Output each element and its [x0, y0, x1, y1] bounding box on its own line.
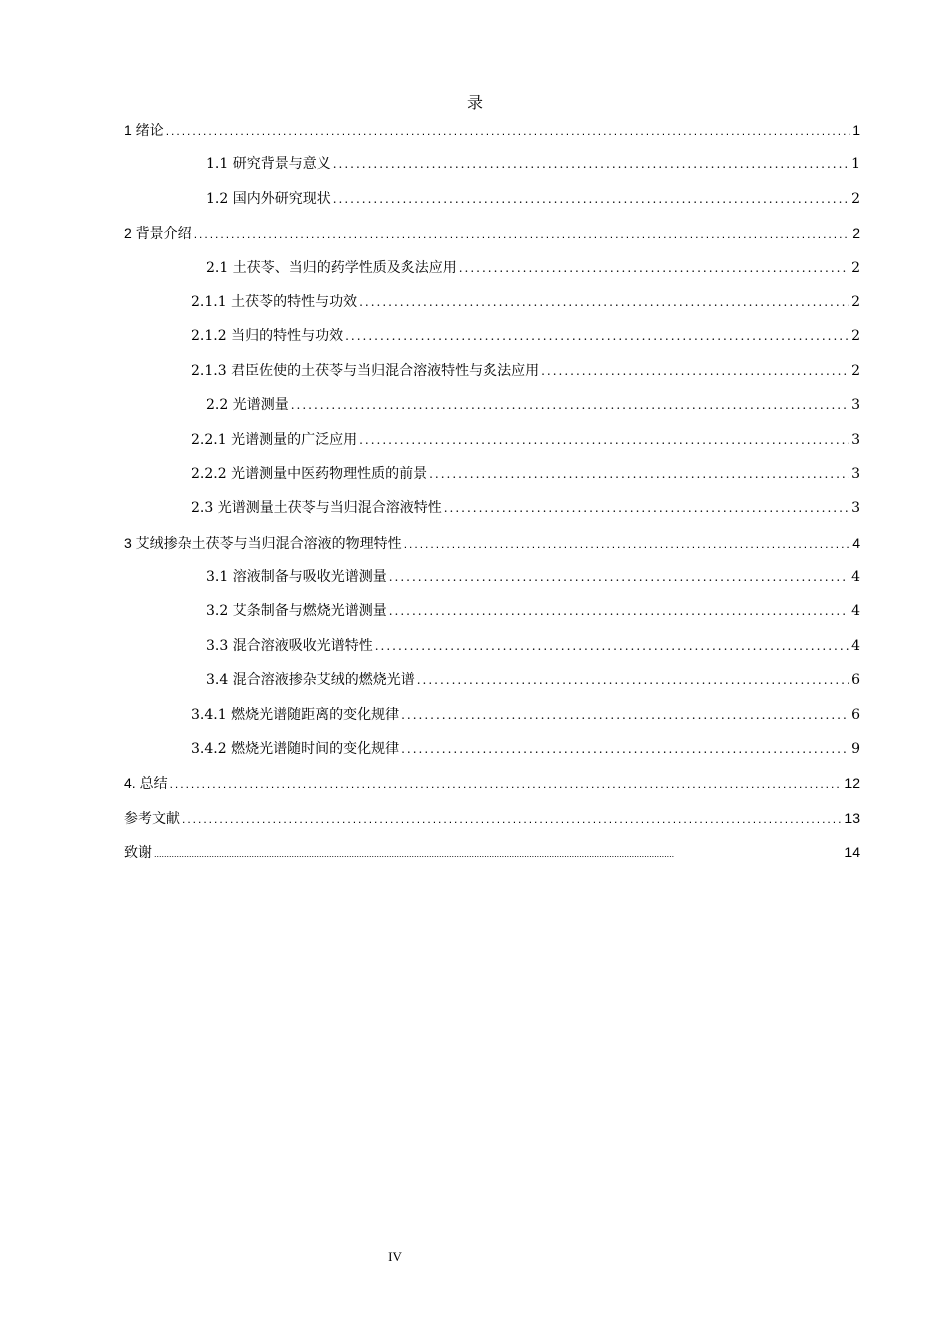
- toc-entry-label: 3.1 溶液制备与吸收光谱测量: [206, 569, 387, 586]
- toc-entry-page-number: 2: [851, 190, 860, 207]
- toc-entry-page-number: 14: [844, 844, 860, 861]
- toc-entry-page-number: 6: [851, 672, 860, 689]
- toc-dot-leader: [401, 705, 849, 725]
- toc-entry-page-number: 3: [851, 465, 860, 482]
- toc-entry[interactable]: [124, 496, 860, 530]
- toc-entry-page-number: 3: [851, 500, 860, 517]
- toc-entry[interactable]: [124, 152, 860, 186]
- toc-entry[interactable]: [124, 840, 860, 874]
- toc-entry-page-number: 4: [851, 569, 860, 586]
- toc-entry-page-number: 13: [844, 809, 860, 826]
- toc-entry-label: 3.4.1 燃烧光谱随距离的变化规律: [191, 706, 400, 723]
- toc-dot-leader: [291, 395, 849, 415]
- toc-entry-page-number: 4: [851, 603, 860, 620]
- toc-entry-page-number: 9: [851, 741, 860, 758]
- toc-dot-leader: [333, 154, 849, 174]
- toc-entry-label: 2.3 光谱测量土茯苓与当归混合溶液特性: [191, 500, 442, 517]
- toc-entry-page-number: 3: [851, 431, 860, 448]
- toc-entry-label: 1 绪论: [124, 122, 164, 138]
- toc-entry-page-number: 4: [851, 637, 860, 654]
- toc-dot-leader: [401, 739, 849, 759]
- toc-entry-label: 1.1 研究背景与意义: [206, 156, 331, 173]
- page-number-footer: IV: [388, 1249, 402, 1264]
- toc-entry[interactable]: [124, 703, 860, 737]
- toc-entry[interactable]: [124, 737, 860, 771]
- table-of-contents: [124, 118, 860, 875]
- toc-entry-label: 2 背景介绍: [124, 225, 192, 242]
- toc-entry-page-number: 1: [852, 122, 860, 138]
- toc-entry-label: 4. 总结: [124, 775, 168, 792]
- toc-dot-leader: [404, 534, 851, 554]
- toc-entry-page-number: 2: [852, 225, 860, 242]
- toc-entry-page-number: 4: [852, 534, 860, 551]
- toc-dot-leader: [375, 636, 849, 656]
- toc-entry-page-number: 3: [851, 397, 860, 414]
- toc-entry-label: 2.1 土茯苓、当归的药学性质及炙法应用: [206, 259, 457, 276]
- toc-entry[interactable]: [124, 221, 860, 255]
- toc-entry-label: 2.2.2 光谱测量中医药物理性质的前景: [191, 465, 428, 482]
- toc-entry[interactable]: [124, 668, 860, 702]
- toc-dot-leader: [444, 498, 849, 518]
- toc-entry[interactable]: [124, 806, 860, 840]
- toc-entry-label: 2.2 光谱测量: [206, 397, 289, 414]
- toc-dot-leader: [459, 258, 849, 278]
- toc-entry-page-number: 2: [851, 293, 860, 310]
- toc-entry-label: 3.3 混合溶液吸收光谱特性: [206, 637, 373, 654]
- toc-entry-page-number: 1: [851, 156, 860, 173]
- toc-entry-page-number: 2: [851, 259, 860, 276]
- toc-dot-leader: [166, 121, 851, 141]
- toc-entry-page-number: 6: [851, 706, 860, 723]
- toc-title: 录: [466, 93, 483, 112]
- toc-entry[interactable]: [124, 462, 860, 496]
- toc-entry-label: 2.1.3 君臣佐使的土茯苓与当归混合溶液特性与炙法应用: [191, 362, 540, 379]
- toc-entry[interactable]: [124, 256, 860, 290]
- toc-dot-leader: [429, 464, 849, 484]
- toc-dot-leader: [359, 430, 849, 450]
- toc-dot-leader: [333, 189, 849, 209]
- toc-dot-leader: [194, 224, 851, 244]
- toc-entry-label: 2.1.2 当归的特性与功效: [191, 328, 344, 345]
- toc-entry-label: 3.4 混合溶液掺杂艾绒的燃烧光谱: [206, 672, 415, 689]
- toc-entry[interactable]: [124, 359, 860, 393]
- toc-dot-leader: [541, 361, 849, 381]
- toc-entry-page-number: 2: [851, 362, 860, 379]
- toc-dot-leader: [389, 567, 849, 587]
- toc-dot-leader: [359, 292, 849, 312]
- toc-entry-label: 1.2 国内外研究现状: [206, 190, 331, 207]
- toc-entry[interactable]: [124, 599, 860, 633]
- toc-entry[interactable]: [124, 187, 860, 221]
- toc-entry-page-number: 2: [851, 328, 860, 345]
- toc-entry[interactable]: [124, 118, 860, 152]
- toc-dot-leader: [182, 809, 842, 829]
- toc-entry[interactable]: [124, 771, 860, 805]
- toc-entry-label: 3.2 艾条制备与燃烧光谱测量: [206, 603, 387, 620]
- toc-entry[interactable]: [124, 634, 860, 668]
- toc-dot-leader: [170, 774, 843, 794]
- toc-dot-leader: [345, 326, 849, 346]
- toc-entry[interactable]: [124, 428, 860, 462]
- toc-entry-label: 参考文献: [124, 809, 180, 826]
- toc-entry-page-number: 12: [844, 775, 860, 792]
- toc-dot-leader: [154, 844, 842, 864]
- toc-entry[interactable]: [124, 290, 860, 324]
- toc-dot-leader: [389, 601, 849, 621]
- toc-entry[interactable]: [124, 565, 860, 599]
- toc-entry-label: 致谢: [124, 844, 152, 861]
- toc-entry[interactable]: [124, 531, 860, 565]
- toc-entry-label: 3.4.2 燃烧光谱随时间的变化规律: [191, 741, 400, 758]
- toc-entry-label: 2.1.1 土茯苓的特性与功效: [191, 293, 358, 310]
- toc-entry[interactable]: [124, 393, 860, 427]
- toc-entry[interactable]: [124, 324, 860, 358]
- toc-dot-leader: [417, 670, 849, 690]
- toc-entry-label: 3 艾绒掺杂土茯苓与当归混合溶液的物理特性: [124, 534, 402, 551]
- toc-entry-label: 2.2.1 光谱测量的广泛应用: [191, 431, 358, 448]
